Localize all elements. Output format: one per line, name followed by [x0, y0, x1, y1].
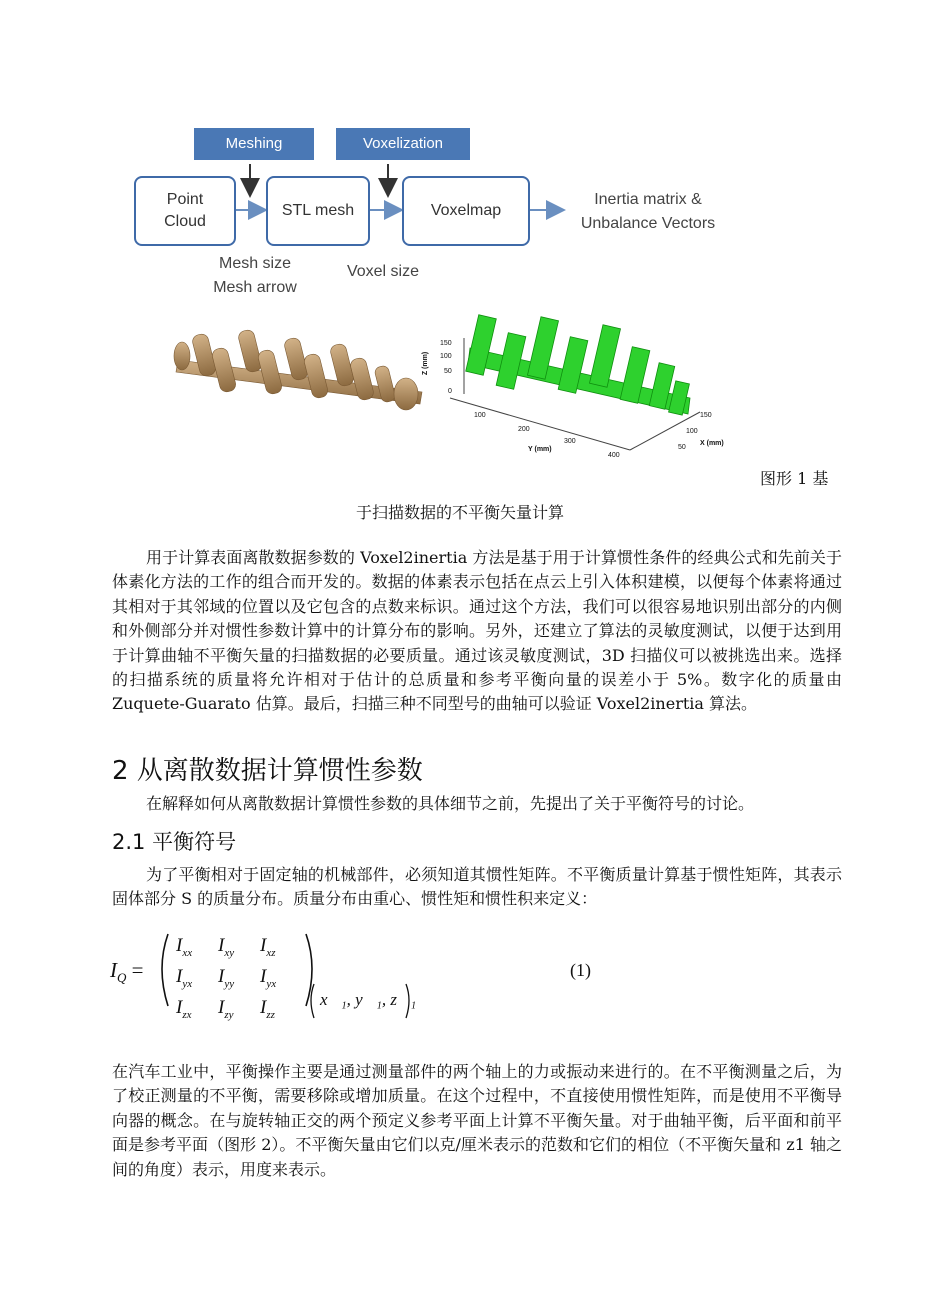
voxelmap-box: Voxelmap [402, 176, 530, 246]
paragraph-voxel2inertia: 用于计算表面离散数据参数的 Voxel2inertia 方法是基于用于计算惯性条件的经典公式和先前关于体素化方法的工作的组合而开发的。数据的体素表示包括在点云上引入体积建模，以便每个体素将通过其相对于其邻域的位置以及它包含的点数来标识。通过这个方法，我们可以很容易地识别出部分的内侧和外侧部分并对惯性参数计算中的计算分布的影响。另外，还建立了算法的灵敏度测试，以便于达到用于计算曲轴不平衡矢量的扫描数据的必要质量。通过该灵敏度测试，3D 扫描仪可以被挑选出来。选择的扫描系统的质量将允许相对于估计的总质量和参考平衡向量的误差小于 5%。数字化的质量由 Zuquete-Guarato 估算。最后，扫描三种不同型号的曲轴可以验证 Voxel2inertia 算法。 [112, 548, 842, 714]
left-paren [162, 934, 168, 1006]
voxel-plot [410, 308, 740, 468]
y-axis-label: Y (mm) [528, 446, 552, 453]
output-label: Inertia matrix & Unbalance Vectors [580, 191, 716, 232]
stl-mesh-box: STL mesh [266, 176, 370, 246]
point-cloud-box: Point Cloud [134, 176, 236, 246]
voxel-size-label: Voxel size [346, 263, 420, 280]
equation-inertia-matrix [110, 930, 630, 1030]
section-2-1-heading: 2.1 平衡符号 [112, 830, 237, 854]
z-tick-0: 0 [448, 388, 452, 395]
figure1-caption-part1: 图形 1 基 [760, 469, 829, 488]
voxelization-label-box: Voxelization [336, 128, 470, 160]
equation-lhs: $I_Q$ = [110, 958, 144, 986]
equation-basis: x⃗₁, y⃗₁, z⃗₁ [320, 990, 417, 1009]
paragraph-automotive-balancing: 在汽车工业中，平衡操作主要是通过测量部件的两个轴上的力或振动来进行的。在不平衡测量之后，为了校正测量的不平衡，需要移除或增加质量。在这个过程中，不直接使用惯性矩阵，而是使用不平衡导向器的概念。在与旋转轴正交的两个预定义参考平面上计算不平衡矢量。对于曲轴平衡，后平面和前平面是参考平面（图形 2）。不平衡矢量由它们以克/厘米表示的范数和它们的相位（不平衡矢量和 z1 轴之间的角度）表示，用度来表示。 [112, 1062, 842, 1179]
x-axis-label: X (mm) [700, 440, 724, 447]
voxel-crankshaft [466, 315, 690, 415]
paragraph-balance: 为了平衡相对于固定轴的机械部件，必须知道其惯性矩阵。不平衡质量计算基于惯性矩阵，其表示固体部分 S 的质量分布。质量分布由重心、惯性矩和惯性积来定义： [112, 865, 842, 909]
y-tick-400: 400 [608, 452, 620, 459]
basis-left-paren [311, 984, 314, 1018]
z-tick-150: 150 [440, 340, 452, 347]
x-tick-100: 100 [686, 428, 698, 435]
z-axis-label: Z (mm) [422, 351, 430, 376]
x-tick-50: 50 [678, 444, 686, 451]
mesh-size-label: Mesh size Mesh arrow [213, 255, 297, 296]
x-tick-150: 150 [700, 412, 712, 419]
figure1-flow-diagram [120, 120, 740, 310]
meshing-label-box: Meshing [194, 128, 314, 160]
matrix-entries: $I_{xx}$ $I_{xy}$ $I_{xz}$ $I_{yx}$ $I_{yy}$ $I_{yx}$ $I_{zx}$ $I_{zy}$ $I_{zz}$ [176, 935, 277, 1021]
section-2-heading: 2 从离散数据计算惯性参数 [112, 756, 423, 786]
crankshaft-mesh-image [172, 320, 428, 416]
y-tick-200: 200 [518, 426, 530, 433]
equation-number: (1) [570, 960, 591, 980]
z-tick-100: 100 [440, 353, 452, 360]
y-tick-100: 100 [474, 412, 486, 419]
y-tick-300: 300 [564, 438, 576, 445]
z-tick-50: 50 [444, 368, 452, 375]
figure1-caption-part2: 于扫描数据的不平衡矢量计算 [356, 503, 565, 522]
section-2-intro: 在解释如何从离散数据计算惯性参数的具体细节之前，先提出了关于平衡符号的讨论。 [146, 794, 755, 813]
